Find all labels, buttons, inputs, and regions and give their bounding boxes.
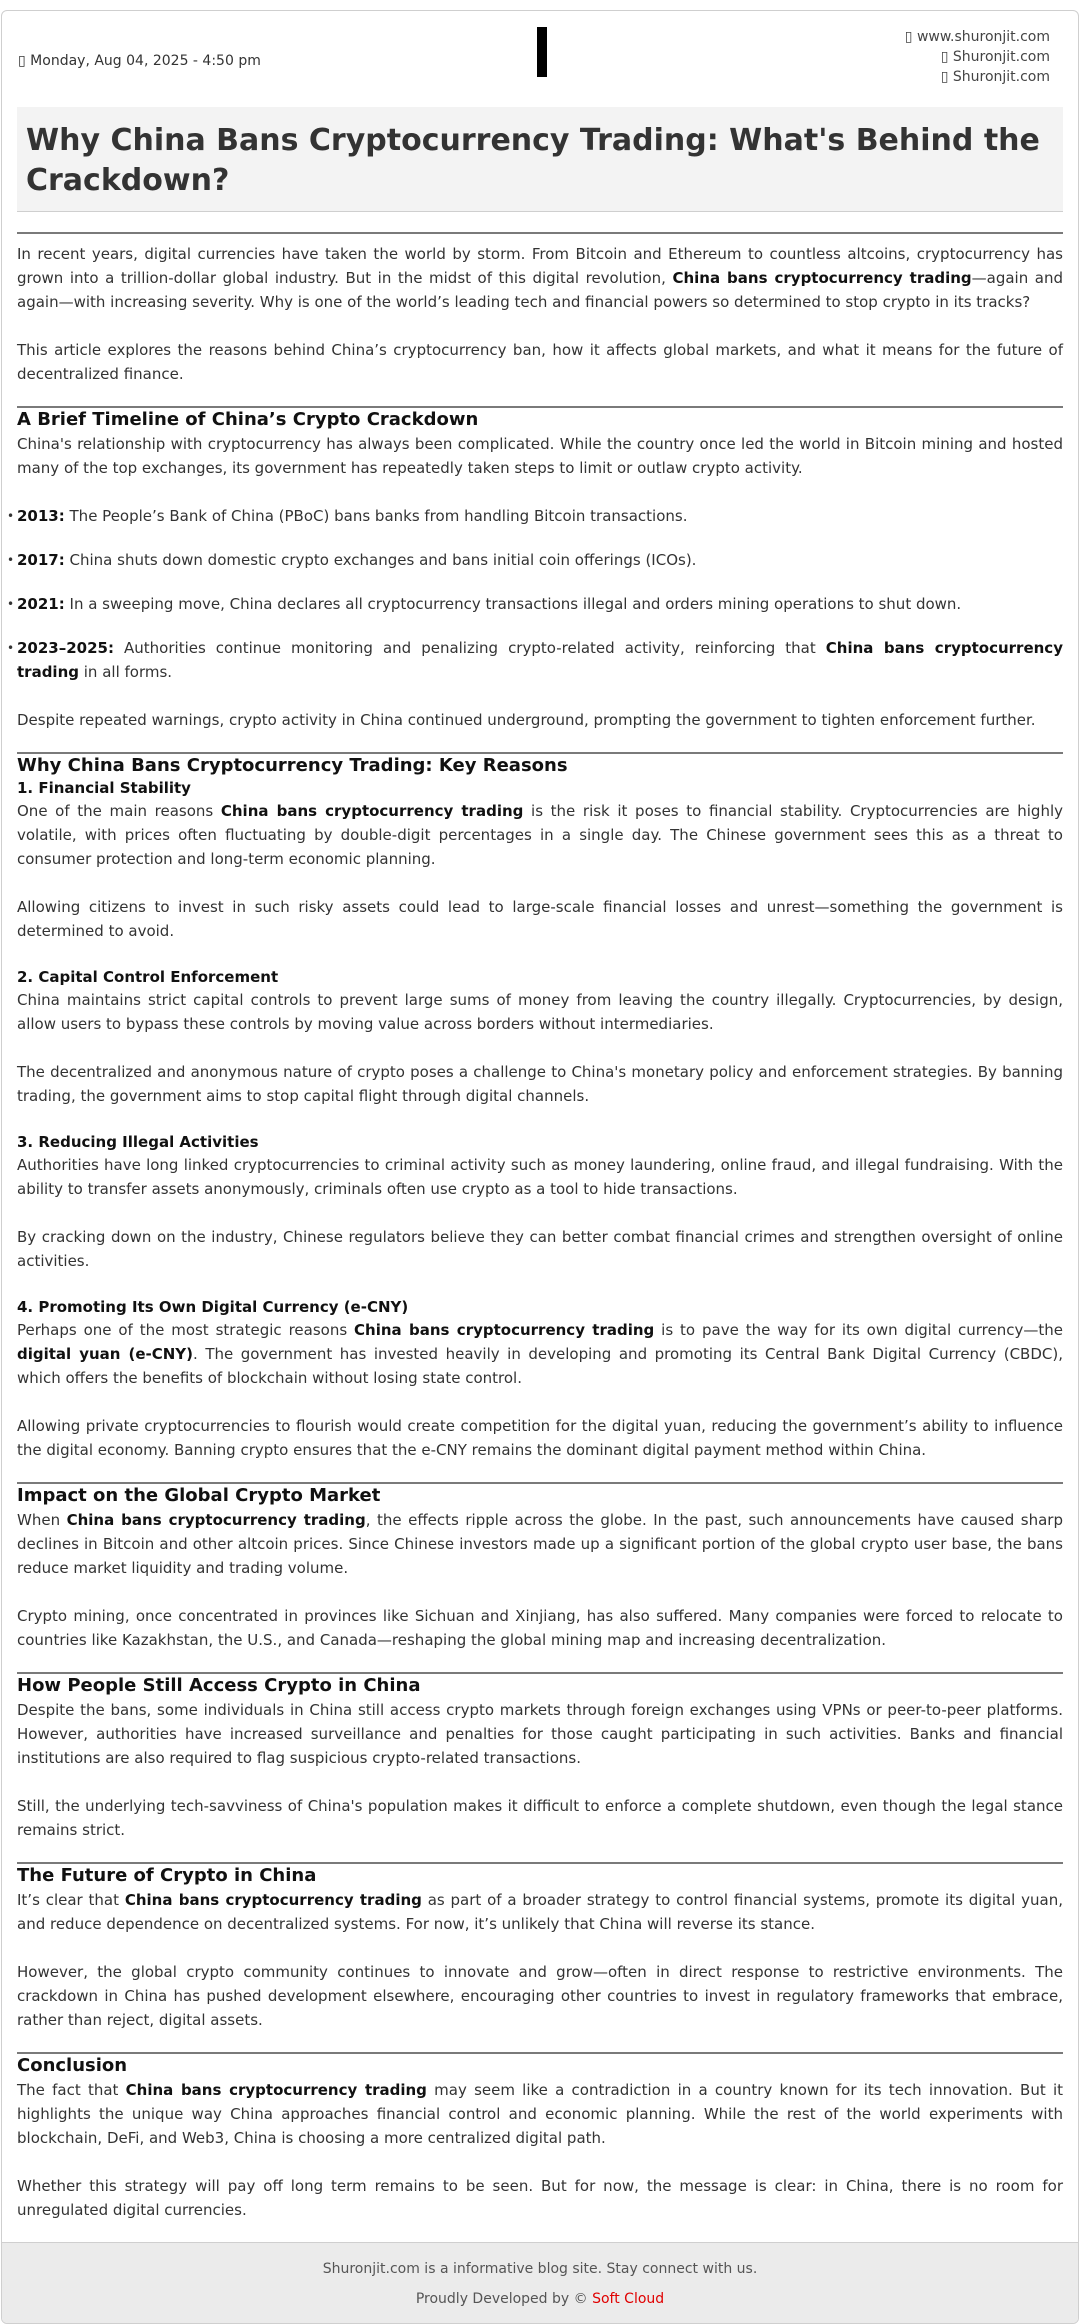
timeline-heading: A Brief Timeline of China’s Crypto Crackdown bbox=[17, 409, 479, 430]
header-links bbox=[905, 27, 1050, 87]
bold-text: China bans cryptocurrency trading bbox=[17, 639, 1063, 681]
text-fragment: is the risk it poses to financial stability. Cryptocurrencies are highly volatile, with prices often fluctuating by double-digit percentages in a single day. The Chinese government sees this as a threat to consumer protection and long-term economic planning. bbox=[17, 802, 1064, 868]
bold-text: 2023–2025: bbox=[17, 639, 114, 657]
text-fragment: , the effects ripple across the globe. In the past, such announcements have caused sharp declines in Bitcoin and other altcoin prices. Since Chinese investors made up a significant portion of the global crypto user base, the bans reduce market liquidity and trading volume. bbox=[17, 1511, 1064, 1577]
text-fragment: —again and again—with increasing severity. Why is one of the world’s leading tech and financial powers so determined to stop crypto in its tracks? bbox=[17, 269, 1063, 311]
text-fragment: may seem like a contradiction in a country known for its tech innovation. But it highlights the unique way China approaches financial control and economic planning. While the rest of the world experiments with blockchain, DeFi, and Web3, China is choosing a more centralized digital path. bbox=[17, 2081, 1064, 2147]
reason-3-paragraph-2: By cracking down on the industry, Chinese regulators believe they can better combat financial crimes and strengthen oversight of online activities. bbox=[17, 1228, 1063, 1270]
bold-text: China bans cryptocurrency trading bbox=[125, 2081, 427, 2099]
bold-text: 2013: bbox=[17, 507, 65, 525]
reason-4-paragraph-2: Allowing private cryptocurrencies to flourish would create competition for the digital yuan, reducing the government’s ability to influence the digital economy. Banning crypto ensures that the e-CNY remains the dominant digital payment method within China. bbox=[17, 1417, 1063, 1459]
timeline-item bbox=[17, 504, 1063, 528]
reason-4-heading: 4. Promoting Its Own Digital Currency (e-CNY) bbox=[17, 1298, 409, 1316]
timeline-outro: Despite repeated warnings, crypto activity in China continued underground, prompting the government to tighten enforcement further. bbox=[17, 711, 1036, 729]
text-fragment: as part of a broader strategy to control financial systems, promote its digital yuan, and reduce dependence on decentralized systems. For now, it’s unlikely that China will reverse its stance. bbox=[17, 1891, 1063, 1933]
facebook-link[interactable] bbox=[905, 47, 1050, 67]
reason-1-paragraph-1 bbox=[17, 799, 1063, 871]
bold-text: digital yuan (e-CNY) bbox=[17, 1345, 193, 1363]
text-fragment: China shuts down domestic crypto exchanges and bans initial coin offerings (ICOs). bbox=[64, 551, 697, 569]
reason-2-paragraph-2: The decentralized and anonymous nature of crypto poses a challenge to China's monetary policy and enforcement strategies. By banning trading, the government aims to stop capital flight through digital channels. bbox=[17, 1063, 1063, 1105]
timeline-intro: China's relationship with cryptocurrency has always been complicated. While the country once led the world in Bitcoin mining and hosted many of the top exchanges, its government has repeatedly taken steps to limit or outlaw crypto activity. bbox=[17, 435, 1063, 477]
impact-heading: Impact on the Global Crypto Market bbox=[17, 1485, 381, 1506]
access-paragraph-1: Despite the bans, some individuals in China still access crypto markets through foreign exchanges using VPNs or peer-to-peer platforms. However, authorities have increased surveillance and penalties for those caught participating in such activities. Banks and financial institutions are also required to flag suspicious crypto-related transactions. bbox=[17, 1701, 1063, 1767]
text-fragment: is to pave the way for its own digital currency—the bbox=[654, 1321, 1063, 1339]
reason-2-heading: 2. Capital Control Enforcement bbox=[17, 968, 279, 986]
text-fragment: Authorities continue monitoring and penalizing crypto-related activity, reinforcing that bbox=[114, 639, 826, 657]
text-fragment: Proudly Developed by © bbox=[415, 2291, 593, 2307]
impact-paragraph-1 bbox=[17, 1508, 1063, 1580]
intro-paragraph-2: This article explores the reasons behind China’s cryptocurrency ban, how it affects global markets, and what it means for the future of decentralized finance. bbox=[17, 341, 1063, 383]
timeline-item bbox=[17, 636, 1063, 684]
footer-tagline: Shuronjit.com is a informative blog site. Stay connect with us. bbox=[322, 2261, 758, 2277]
text-fragment: Shuronjit.com bbox=[952, 69, 1050, 85]
divider bbox=[17, 232, 1063, 234]
impact-paragraph-2: Crypto mining, once concentrated in provinces like Sichuan and Xinjiang, has also suffered. Many companies were forced to relocate to countries like Kazakhstan, the U.S., and Canada—reshaping the global mining map and increasing decentralization. bbox=[17, 1607, 1063, 1649]
title-box bbox=[17, 107, 1063, 212]
developer-link[interactable]: Soft Cloud bbox=[592, 2291, 665, 2307]
text-fragment: In a sweeping move, China declares all cryptocurrency transactions illegal and orders mining operations to shut down. bbox=[64, 595, 962, 613]
text-fragment: Perhaps one of the most strategic reasons bbox=[17, 1321, 355, 1339]
date-text: Monday, Aug 04, 2025 - 4:50 pm bbox=[30, 53, 261, 69]
reason-2-paragraph-1: China maintains strict capital controls to prevent large sums of money from leaving the country illegally. Cryptocurrencies, by design, allow users to bypass these controls by moving value across borders without intermediaries. bbox=[17, 991, 1063, 1033]
text-fragment: www.shuronjit.com bbox=[916, 29, 1050, 45]
conclusion-paragraph-1 bbox=[17, 2078, 1063, 2150]
text-fragment: It’s clear that bbox=[17, 1891, 125, 1909]
globe-icon: ▯ bbox=[904, 29, 913, 45]
youtube-icon: ▯ bbox=[940, 69, 949, 85]
text-fragment: . The government has invested heavily in developing and promoting its Central Bank Digital Currency (CBDC), which offers the benefits of blockchain without losing state control. bbox=[17, 1345, 1063, 1387]
bold-text: China bans cryptocurrency trading bbox=[66, 1511, 366, 1529]
reason-4-paragraph-1 bbox=[17, 1318, 1063, 1390]
bold-text: China bans cryptocurrency trading bbox=[354, 1321, 655, 1339]
text-fragment: In recent years, digital currencies have taken the world by storm. From Bitcoin and Ethereum to countless altcoins, cryptocurrency has grown into a trillion-dollar global industry. But in the midst of this digital revolution, bbox=[17, 245, 1063, 287]
article-content bbox=[2, 232, 1078, 2242]
facebook-icon: ▯ bbox=[940, 49, 949, 65]
timeline-item bbox=[17, 548, 1063, 572]
website-link[interactable] bbox=[905, 27, 1050, 47]
bold-text: China bans cryptocurrency trading bbox=[672, 269, 972, 287]
text-fragment: When bbox=[17, 1511, 67, 1529]
text-fragment: The People’s Bank of China (PBoC) bans banks from handling Bitcoin transactions. bbox=[64, 507, 688, 525]
conclusion-heading: Conclusion bbox=[17, 2055, 128, 2076]
article-title: Why China Bans Cryptocurrency Trading: What's Behind the Crackdown? bbox=[26, 123, 1040, 198]
reason-3-paragraph-1: Authorities have long linked cryptocurrencies to criminal activity such as money laundering, online fraud, and illegal fundraising. With the ability to transfer assets anonymously, criminals often use crypto as a tool to hide transactions. bbox=[17, 1156, 1063, 1198]
site-footer bbox=[2, 2242, 1078, 2323]
bold-text: 2017: bbox=[17, 551, 65, 569]
youtube-link[interactable] bbox=[905, 67, 1050, 87]
future-heading: The Future of Crypto in China bbox=[17, 1865, 317, 1886]
reasons-heading: Why China Bans Cryptocurrency Trading: Key Reasons bbox=[17, 755, 568, 776]
site-logo[interactable] bbox=[537, 27, 547, 77]
timeline-item bbox=[17, 592, 1063, 616]
text-fragment: One of the main reasons bbox=[17, 802, 221, 820]
bold-text: China bans cryptocurrency trading bbox=[220, 802, 524, 820]
text-fragment: Shuronjit.com bbox=[952, 49, 1050, 65]
reason-1-paragraph-2: Allowing citizens to invest in such risky assets could lead to large-scale financial losses and unrest—something the government is determined to avoid. bbox=[17, 898, 1063, 940]
reason-3-heading: 3. Reducing Illegal Activities bbox=[17, 1133, 259, 1151]
conclusion-paragraph-2: Whether this strategy will pay off long term remains to be seen. But for now, the message is clear: in China, there is no room for unregulated digital currencies. bbox=[17, 2177, 1063, 2219]
access-paragraph-2: Still, the underlying tech-savviness of China's population makes it difficult to enforce a complete shutdown, even though the legal stance remains strict. bbox=[17, 1797, 1063, 1839]
bold-text: 2021: bbox=[17, 595, 65, 613]
reason-1-heading: 1. Financial Stability bbox=[17, 779, 191, 797]
access-heading: How People Still Access Crypto in China bbox=[17, 1675, 421, 1696]
footer-credit bbox=[2, 2291, 1078, 2307]
calendar-icon: ▯ bbox=[18, 53, 26, 69]
intro-paragraph-1 bbox=[17, 242, 1063, 314]
top-bar bbox=[2, 11, 1078, 93]
future-paragraph-1 bbox=[17, 1888, 1063, 1936]
future-paragraph-2: However, the global crypto community continues to innovate and grow—often in direct response to restrictive environments. The crackdown in China has pushed development elsewhere, encouraging other countries to invest in regulatory frameworks that embrace, rather than reject, digital assets. bbox=[17, 1963, 1063, 2029]
date-display bbox=[18, 53, 261, 69]
bold-text: China bans cryptocurrency trading bbox=[124, 1891, 422, 1909]
text-fragment: The fact that bbox=[17, 2081, 126, 2099]
page-container bbox=[1, 10, 1079, 2324]
text-fragment: in all forms. bbox=[79, 663, 173, 681]
